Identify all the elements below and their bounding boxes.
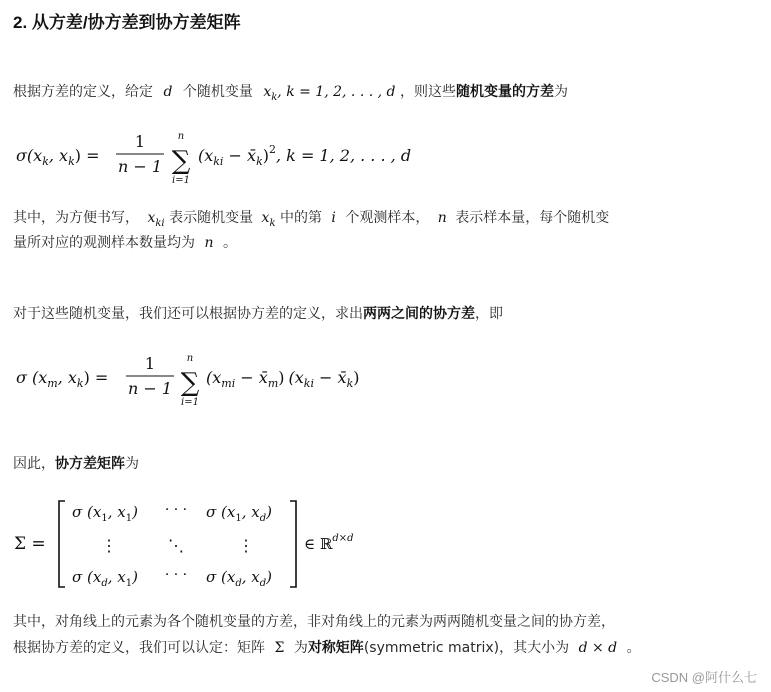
p1-post: ，则这些 [399,84,456,100]
section-heading: 2. 从方差/协方差到协方差矩阵 [13,13,241,32]
p5-l2b: 为 [293,640,308,656]
svg-text:· · ·: · · · [164,502,188,518]
p1-end: 为 [553,84,568,100]
paragraph-matrix-intro [13,453,139,475]
var-i: i [331,210,336,226]
var-x-sub: k [271,91,278,103]
svg-text:⋮: ⋮ [101,536,117,555]
p3-bold: 两两之间的协方差 [363,306,475,322]
p5-l2c: (symmetric matrix)，其大小为 [363,640,570,656]
p3-pre: 对于这些随机变量，我们还可以根据协方差的定义，求出 [13,306,363,322]
var-range: , k = 1, 2, . . . , d [277,84,396,100]
paragraph-notation-line2 [13,232,237,254]
paragraph-variance-intro [13,81,568,109]
svg-text:∑: ∑ [180,368,200,398]
svg-text:σ (x1, xd): σ ($x_1$, $x_d$) [206,503,272,524]
svg-text:⋮: ⋮ [238,536,254,555]
svg-text:σ (xm, xk) =: σ ($x_m$, $x_k$) = [16,368,109,390]
p2-l1b: 表示随机变量 [169,210,254,226]
svg-text:(xki − x̄k)2, k = 1, 2, . . .: ($x_{ki}$ − $x̄_k)^2$, k = 1, 2, . . . , d [198,143,412,168]
p1-bold: 随机变量的方差 [455,84,554,100]
svg-text:∈ ℝd×d: ∈ ℝ$^{d\times d}$ [304,533,354,553]
svg-text:⋱: ⋱ [168,536,184,555]
p1-pre: 根据方差的定义，给定 [13,84,153,100]
p5-l2d: 。 [626,640,641,656]
p5-bold: 对称矩阵 [307,640,364,656]
p5-l2a: 根据协方差的定义，我们可以认定：矩阵 [13,640,265,656]
svg-text:Σ =: Σ = [14,534,46,554]
p1-mid: 个随机变量 [182,84,253,100]
var-xki: x [147,210,156,226]
p2-l1e: 表示样本量，每个随机变 [455,210,610,226]
paragraph-covariance-intro [13,303,503,325]
paragraph-notation [13,207,609,235]
p2-l2b: 。 [222,235,237,251]
svg-text:σ (xd, xd): σ ($x_d$, $x_d$) [206,568,272,589]
p4-end: 为 [125,456,139,472]
svg-text:σ (xd, x1): σ ($x_d$, $x_1$) [72,568,138,589]
p2-l2a: 量所对应的观测样本数量均为 [13,235,195,251]
paragraph-symmetry-line1 [13,611,615,633]
p3-end: ，即 [475,306,503,322]
svg-text:n − 1: n − 1 [127,379,173,398]
svg-text:∑: ∑ [171,146,191,176]
svg-text:n: n [186,353,194,364]
equation-variance [12,128,432,186]
svg-text:i=1: i=1 [181,397,199,408]
svg-text:· · ·: · · · [164,567,188,583]
svg-text:σ(xk, xk) =: $\sigma(x_k$, $x_k$) = [16,146,100,168]
p5-l1: 其中，对角线上的元素为各个随机变量的方差，非对角线上的元素为两两随机变量之间的协方差， [13,614,615,630]
var-xk-sub: k [269,217,276,229]
p2-l1d: 个观测样本， [345,210,430,226]
svg-text:1: 1 [134,132,146,151]
svg-text:σ (x1, x1): σ ($x_1$, $x_1$) [72,503,138,524]
var-xki-sub: ki [155,217,165,229]
svg-text:1: 1 [144,354,156,373]
var-d: d [163,84,173,100]
var-size: d × d [578,640,618,656]
svg-text:n: n [177,131,185,142]
svg-text:(xmi − x̄m)(xki − x̄k): ($x_{mi}$ − $x̄_m$) ($x_{ki}$ − $x̄_k$) [206,368,360,390]
var-xk: x [261,210,270,226]
equation-covariance [12,350,412,408]
p2-l1c: 中的第 [279,210,322,226]
paragraph-symmetry-line2 [13,637,641,659]
var-n: n [437,210,447,226]
p4-bold: 协方差矩阵 [55,456,125,472]
var-n2: n [204,235,214,251]
equation-covariance-matrix [10,495,380,595]
watermark: CSDN @阿什么七 [651,670,757,685]
svg-text:n − 1: n − 1 [117,157,163,176]
var-x: x [263,84,272,100]
p2-l1a: 其中，为方便书写， [13,210,139,226]
p4-pre: 因此， [13,456,55,472]
svg-text:i=1: i=1 [172,175,190,186]
var-sigma: Σ [274,640,285,656]
